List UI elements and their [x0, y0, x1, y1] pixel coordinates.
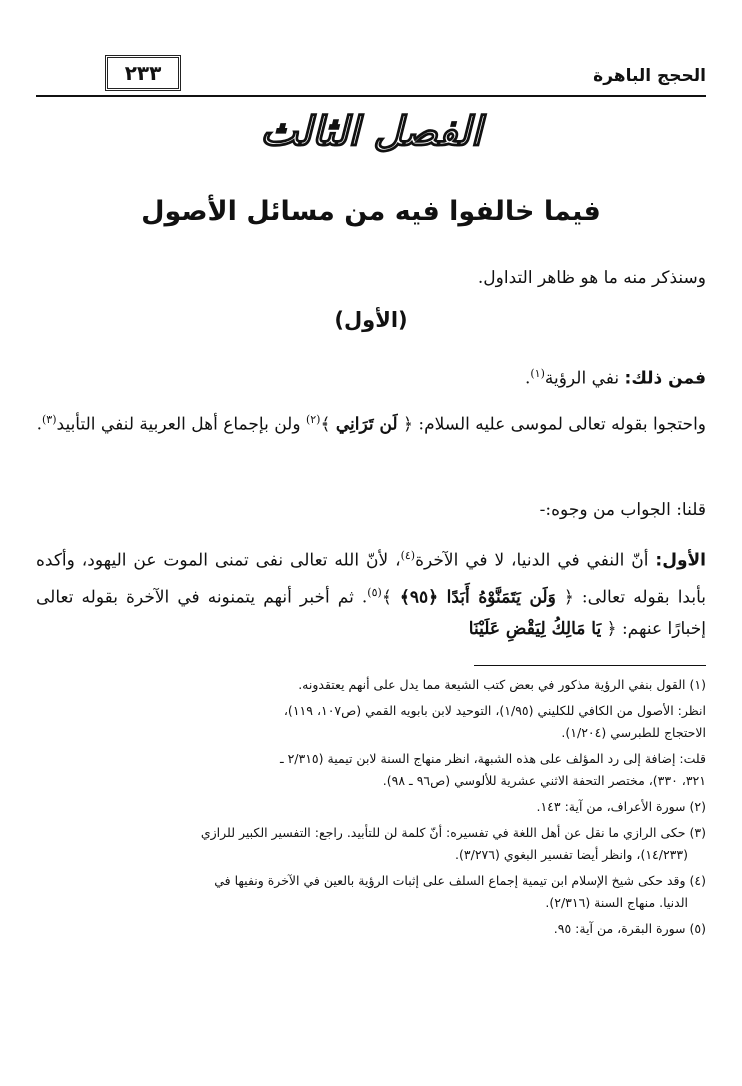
- footnote-line: الاحتجاج للطبرسي (١/٢٠٤).: [561, 725, 706, 740]
- footnote-line: (٥) سورة البقرة، من آية: ٩٥.: [553, 921, 706, 936]
- footnote-divider: [474, 665, 706, 666]
- footnote-ref: (٥): [367, 585, 382, 599]
- paragraph-text: واحتجوا بقوله تعالى لموسى عليه السلام: ﴿: [397, 414, 706, 435]
- quran-verse: لَن تَرَانِي: [335, 414, 398, 435]
- footnote-3: [36, 822, 706, 866]
- footnote-ref: (١): [530, 367, 545, 380]
- footnote-5: [36, 918, 706, 940]
- running-header: الحجج الباهرة: [593, 66, 706, 86]
- page-number-text: ٢٣٣: [124, 61, 162, 85]
- footnote-line: الدنيا. منهاج السنة (٢/٣١٦).: [545, 895, 688, 910]
- paragraph-text: نفي الرؤية: [544, 368, 625, 389]
- subheading: (الأول): [334, 308, 408, 332]
- page-number: [105, 55, 181, 91]
- footnotes: [36, 674, 706, 944]
- paragraph-text: ﴾: [381, 587, 400, 608]
- paragraph-text: ولن بإجماع أهل العربية لنفي التأبيد: [56, 414, 306, 435]
- footnote-2: [36, 796, 706, 818]
- footnote-ref: (٤): [400, 549, 416, 562]
- footnote-ref: (٣): [42, 413, 57, 426]
- footnote-line: (٢) سورة الأعراف، من آية: ١٤٣.: [536, 799, 706, 814]
- paragraph-2: [36, 404, 706, 441]
- footnote-1-sources: [36, 700, 706, 744]
- footnote-1-note: [36, 748, 706, 792]
- header-divider: [36, 95, 706, 97]
- quran-verse: يَا مَالِكُ لِيَقْضِ عَلَيْنَا: [468, 619, 602, 640]
- footnote-ref: (٢): [305, 413, 321, 426]
- paragraph-text: أنّ النفي في الدنيا، لا في الآخرة: [415, 550, 656, 571]
- intro-paragraph: وسنذكر منه ما هو ظاهر التداول.: [477, 268, 706, 288]
- paragraph-text: . ثم أخبر أنهم يتمنونه في الآخرة بقوله تعالى إخبارًا عنهم: ﴿: [36, 587, 706, 640]
- footnote-line: (١٤/٢٣٣)، وانظر أيضا تفسير البغوي (٣/٢٧٦).: [455, 847, 688, 862]
- footnote-4: [36, 870, 706, 914]
- paragraph-4: [36, 540, 706, 645]
- paragraph-1: [36, 358, 706, 395]
- paragraph-lead: فمن ذلك:: [624, 368, 706, 389]
- footnote-line: انظر: الأصول من الكافي للكليني (١/٩٥)، التوحيد لابن بابويه القمي (ص١٠٧، ١١٩)،: [283, 703, 706, 718]
- paragraph-text: ، لأنّ الله تعالى نفى تمنى الموت عن اليهود، وأكده بأبدا بقوله تعالى: ﴿: [36, 550, 706, 608]
- paragraph-text: ﴾: [320, 414, 336, 435]
- section-title: فيما خالفوا فيه من مسائل الأصول: [141, 196, 601, 227]
- paragraph-lead: الأول:: [655, 550, 706, 571]
- footnote-line: (١) القول بنفي الرؤية مذكور في بعض كتب الشيعة مما يدل على أنهم يعتقدونه.: [298, 677, 706, 692]
- paragraph-text: .: [36, 414, 42, 435]
- paragraph-3: قلنا: الجواب من وجوه:-: [539, 500, 706, 520]
- chapter-title: الفصل الثالث: [260, 108, 482, 155]
- footnote-line: قلت: إضافة إلى رد المؤلف على هذه الشبهة، انظر منهاج السنة لابن تيمية (٢/٣١٥ ـ: [279, 751, 706, 766]
- footnote-line: (٣) حكى الرازي ما نقل عن أهل اللغة في تفسيره: أنّ كلمة لن للتأبيد. راجع: التفسير الكبير للرازي: [200, 825, 706, 840]
- footnote-line: (٤) وقد حكى شيخ الإسلام ابن تيمية إجماع السلف على إثبات الرؤية بالعين في الآخرة ونفيها في: [214, 873, 706, 888]
- footnote-1: [36, 674, 706, 696]
- paragraph-text: .: [524, 368, 531, 389]
- quran-verse: وَلَن يَتَمَنَّوْهُ أَبَدًا ﴿٩٥﴾: [399, 587, 556, 608]
- footnote-line: ٣٢١، ٣٣٠)، مختصر التحفة الاثني عشرية للألوسي (ص٩٦ ـ ٩٨).: [382, 773, 706, 788]
